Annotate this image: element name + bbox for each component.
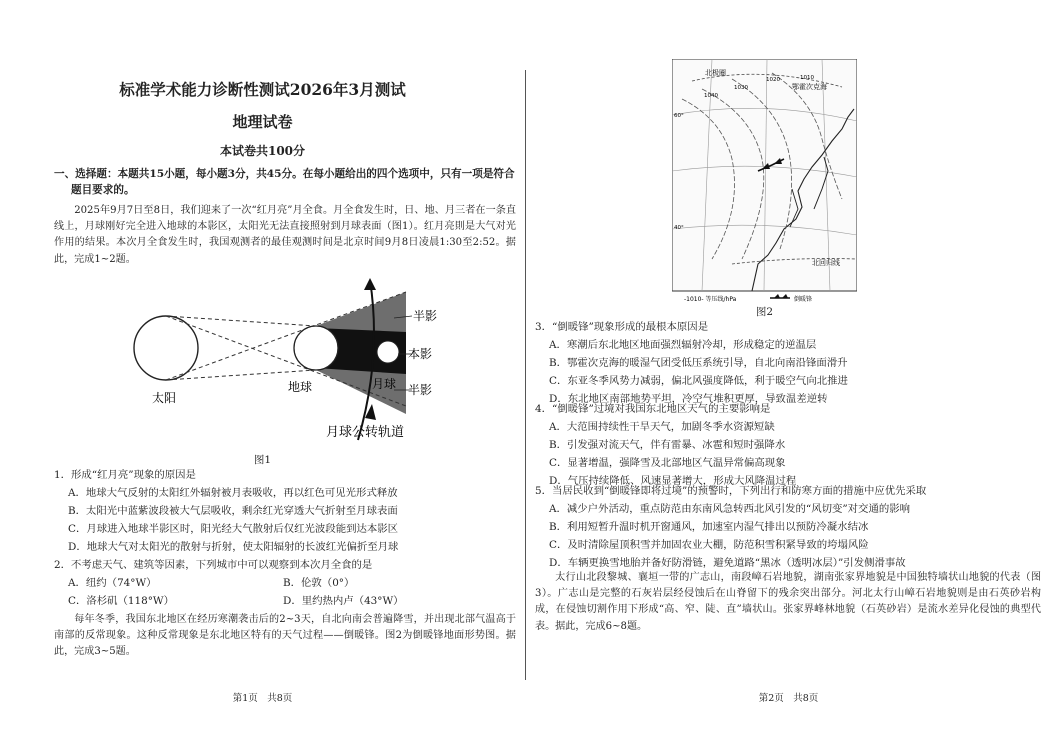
front-symbol-icon [782,294,788,298]
question-1 [54,466,519,556]
question-3-stem: 3．“倒暖锋”现象形成的最根本原因是 [535,321,709,333]
label-arctic: 北极圈 [705,69,726,77]
label-isobar-1010: 1010 [800,75,814,81]
label-lat-40: 40° [674,225,684,231]
label-penumbra-bottom: 半影 [408,383,433,397]
question-5-option-a: A．减少户外活动，重点防范由东南风急转西北风引发的“风切变”对交通的影响 [549,503,911,515]
figure2-caption: 图2 [755,306,774,318]
question-1-option-d: D．地球大气对太阳光的散射与折射，使太阳辐射的长波红光偏折至月球 [68,541,399,553]
label-isobar-1040: 1040 [704,93,718,99]
question-4-option-b: B．引发强对流天气，伴有雷暴、冰雹和短时强降水 [549,439,786,451]
question-3-option-b: B．鄂霍次克海的暖湿气团受低压系统引导，自北向南沿锋面滑升 [549,357,848,369]
page-footer-right: 第2页 共8页 [758,693,819,704]
question-5-option-c: C．及时清除屋顶积雪并加固农业大棚，防范积雪积紧导致的垮塌风险 [549,539,869,551]
question-4-option-d: D．气压持续降低、风速显著增大，形成大风降温过程 [549,475,797,487]
question-5 [535,482,1043,572]
question-2-option-a: A．纽约（74°W） [68,577,157,589]
question-3 [535,318,1043,408]
page-divider [525,70,526,680]
question-2-option-d: D．里约热内卢（43°W） [283,595,404,607]
right-page [527,0,1050,738]
section-heading-line1: 一、选择题：本题共15小题，每小题3分，共45分。在每小题给出的四个选项中，只有一项是符合 [54,168,515,180]
sun-circle [134,316,198,380]
label-isobar-1020: 1020 [766,77,780,83]
question-5-option-d: D．车辆更换雪地胎并备好防滑链，避免道路“黑冰（透明冰层）”引发侧滑事故 [549,557,906,569]
intro-q3-5: 每年冬季，我国东北地区在经历寒潮袭击后的2~3天，自北向南会普遍降雪，并出现北部气温高于南部的反常现象。这种反常现象是东北地区特有的天气过程——倒暖锋。图2为倒暖锋地面形势图。据此，完成3~5题。 [54,614,516,658]
question-2-option-c: C．洛杉矶（118°W） [68,595,175,607]
label-moon: 月球 [372,377,397,391]
question-1-stem: 1．形成“红月亮”现象的原因是 [54,469,196,481]
label-orbit: 月球公转轨道 [326,425,405,440]
question-5-stem: 5．当居民收到“倒暖锋即将过境”的预警时，下列出行和防寒方面的措施中应优先采取 [535,485,927,497]
question-4 [535,400,1043,490]
page-footer-left: 第1页 共8页 [232,693,293,704]
label-umbra: 本影 [408,347,433,361]
section-heading [54,166,524,198]
question-4-option-c: C．显著增温，强降雪及北部地区气温异常偏高现象 [549,457,786,469]
label-sun: 太阳 [152,391,177,405]
front-symbol-icon [774,294,780,298]
question-3-option-d: D．东北地区南部地势平坦，冷空气堆积更厚，导致温差逆转 [549,393,828,405]
score-note: 本试卷共100分 [219,144,306,158]
figure1-caption: 图1 [253,454,272,466]
label-lat-60: 60° [674,113,684,119]
exam-title: 标准学术能力诊断性测试2026年3月测试 [119,80,406,99]
question-1-option-c: C．月球进入地球半影区时，阳光经大气散射后仅红光波段能到达本影区 [68,523,399,535]
intro-q1-2: 2025年9月7日至8日，我们迎来了一次“红月亮”月全食。月全食发生时，日、地、月三者在一条直线上，月球刚好完全进入地球的本影区，太阳光无法直接照射到月球表面（图1）。红月亮則是大气对光作用的结果。本次月全食发生时，我国观测者的最佳观测时间是北京时间9月8日凌晨1:30至2:52。据此，完成1~2题。 [54,205,516,265]
intro-q6-8: 太行山北段黎城、襄垣一带的广志山，南段嶂石岩地貌，湖南张家界地貌是中国独特墙状山地貌的代表（图3）。广志山是完整的石灰岩层经侵蚀后在山脊留下的残余突出部分。河北太行山嶂石岩地貌则是由石英砂岩构成，在侵蚀切割作用下形成“高、窄、陡、直”墙状山。张家界峰林地貌（石英砂岩）是流水差异化侵蚀的典型代表。据此，完成6~8题。 [535,572,1041,632]
figure1-eclipse-diagram [120,278,450,468]
question-2-options-row2 [54,592,519,610]
section-heading-line2: 题目要求的。 [71,184,135,196]
question-2-option-b: B．伦敦（0°） [283,577,355,589]
label-okhotsk: 鄂霍次克海 [792,83,827,91]
question-4-stem: 4．“倒暖锋”过境对我国东北地区天气的主要影响是 [535,403,771,415]
question-4-option-a: A．大范围持续性干旱天气，加剧冬季水资源短缺 [549,421,775,433]
question-3-option-a: A．寒潮后东北地区地面强烈辐射冷却，形成稳定的逆温层 [549,339,817,351]
question-2-options-row1 [54,574,519,592]
label-tropic: 北回归线 [812,259,840,267]
question-2-stem: 2．不考虑天气、建筑等因素，下列城市中可以观察到本次月全食的是 [54,559,373,571]
label-isobar-1030: 1030 [734,85,748,91]
question-5-option-b: B．利用短暂升温时机开窗通风，加速室内湿气排出以预防冷凝水结冰 [549,521,869,533]
moon-circle [377,341,399,363]
label-earth: 地球 [288,380,313,394]
question-1-option-b: B．太阳光中蓝紫波段被大气层吸收，剩余红光穿透大气折射至月球表面 [68,505,398,517]
figure2-map [672,59,857,304]
question-3-option-c: C．东亚冬季风势力减弱，偏北风强度降低，利于暖空气向北推进 [549,375,848,387]
orbit-arrow-icon [364,278,376,290]
legend-isobar: -1010- 等压线/hPa [684,296,737,303]
legend-front: 倒暖锋 [794,296,813,303]
earth-circle [294,326,338,370]
label-penumbra-top: 半影 [413,309,438,323]
question-2 [54,556,519,610]
exam-subject: 地理试卷 [232,113,293,131]
question-1-option-a: A．地球大气反射的太阳红外辐射被月表吸收，再以红色可见光形式释放 [68,487,398,499]
